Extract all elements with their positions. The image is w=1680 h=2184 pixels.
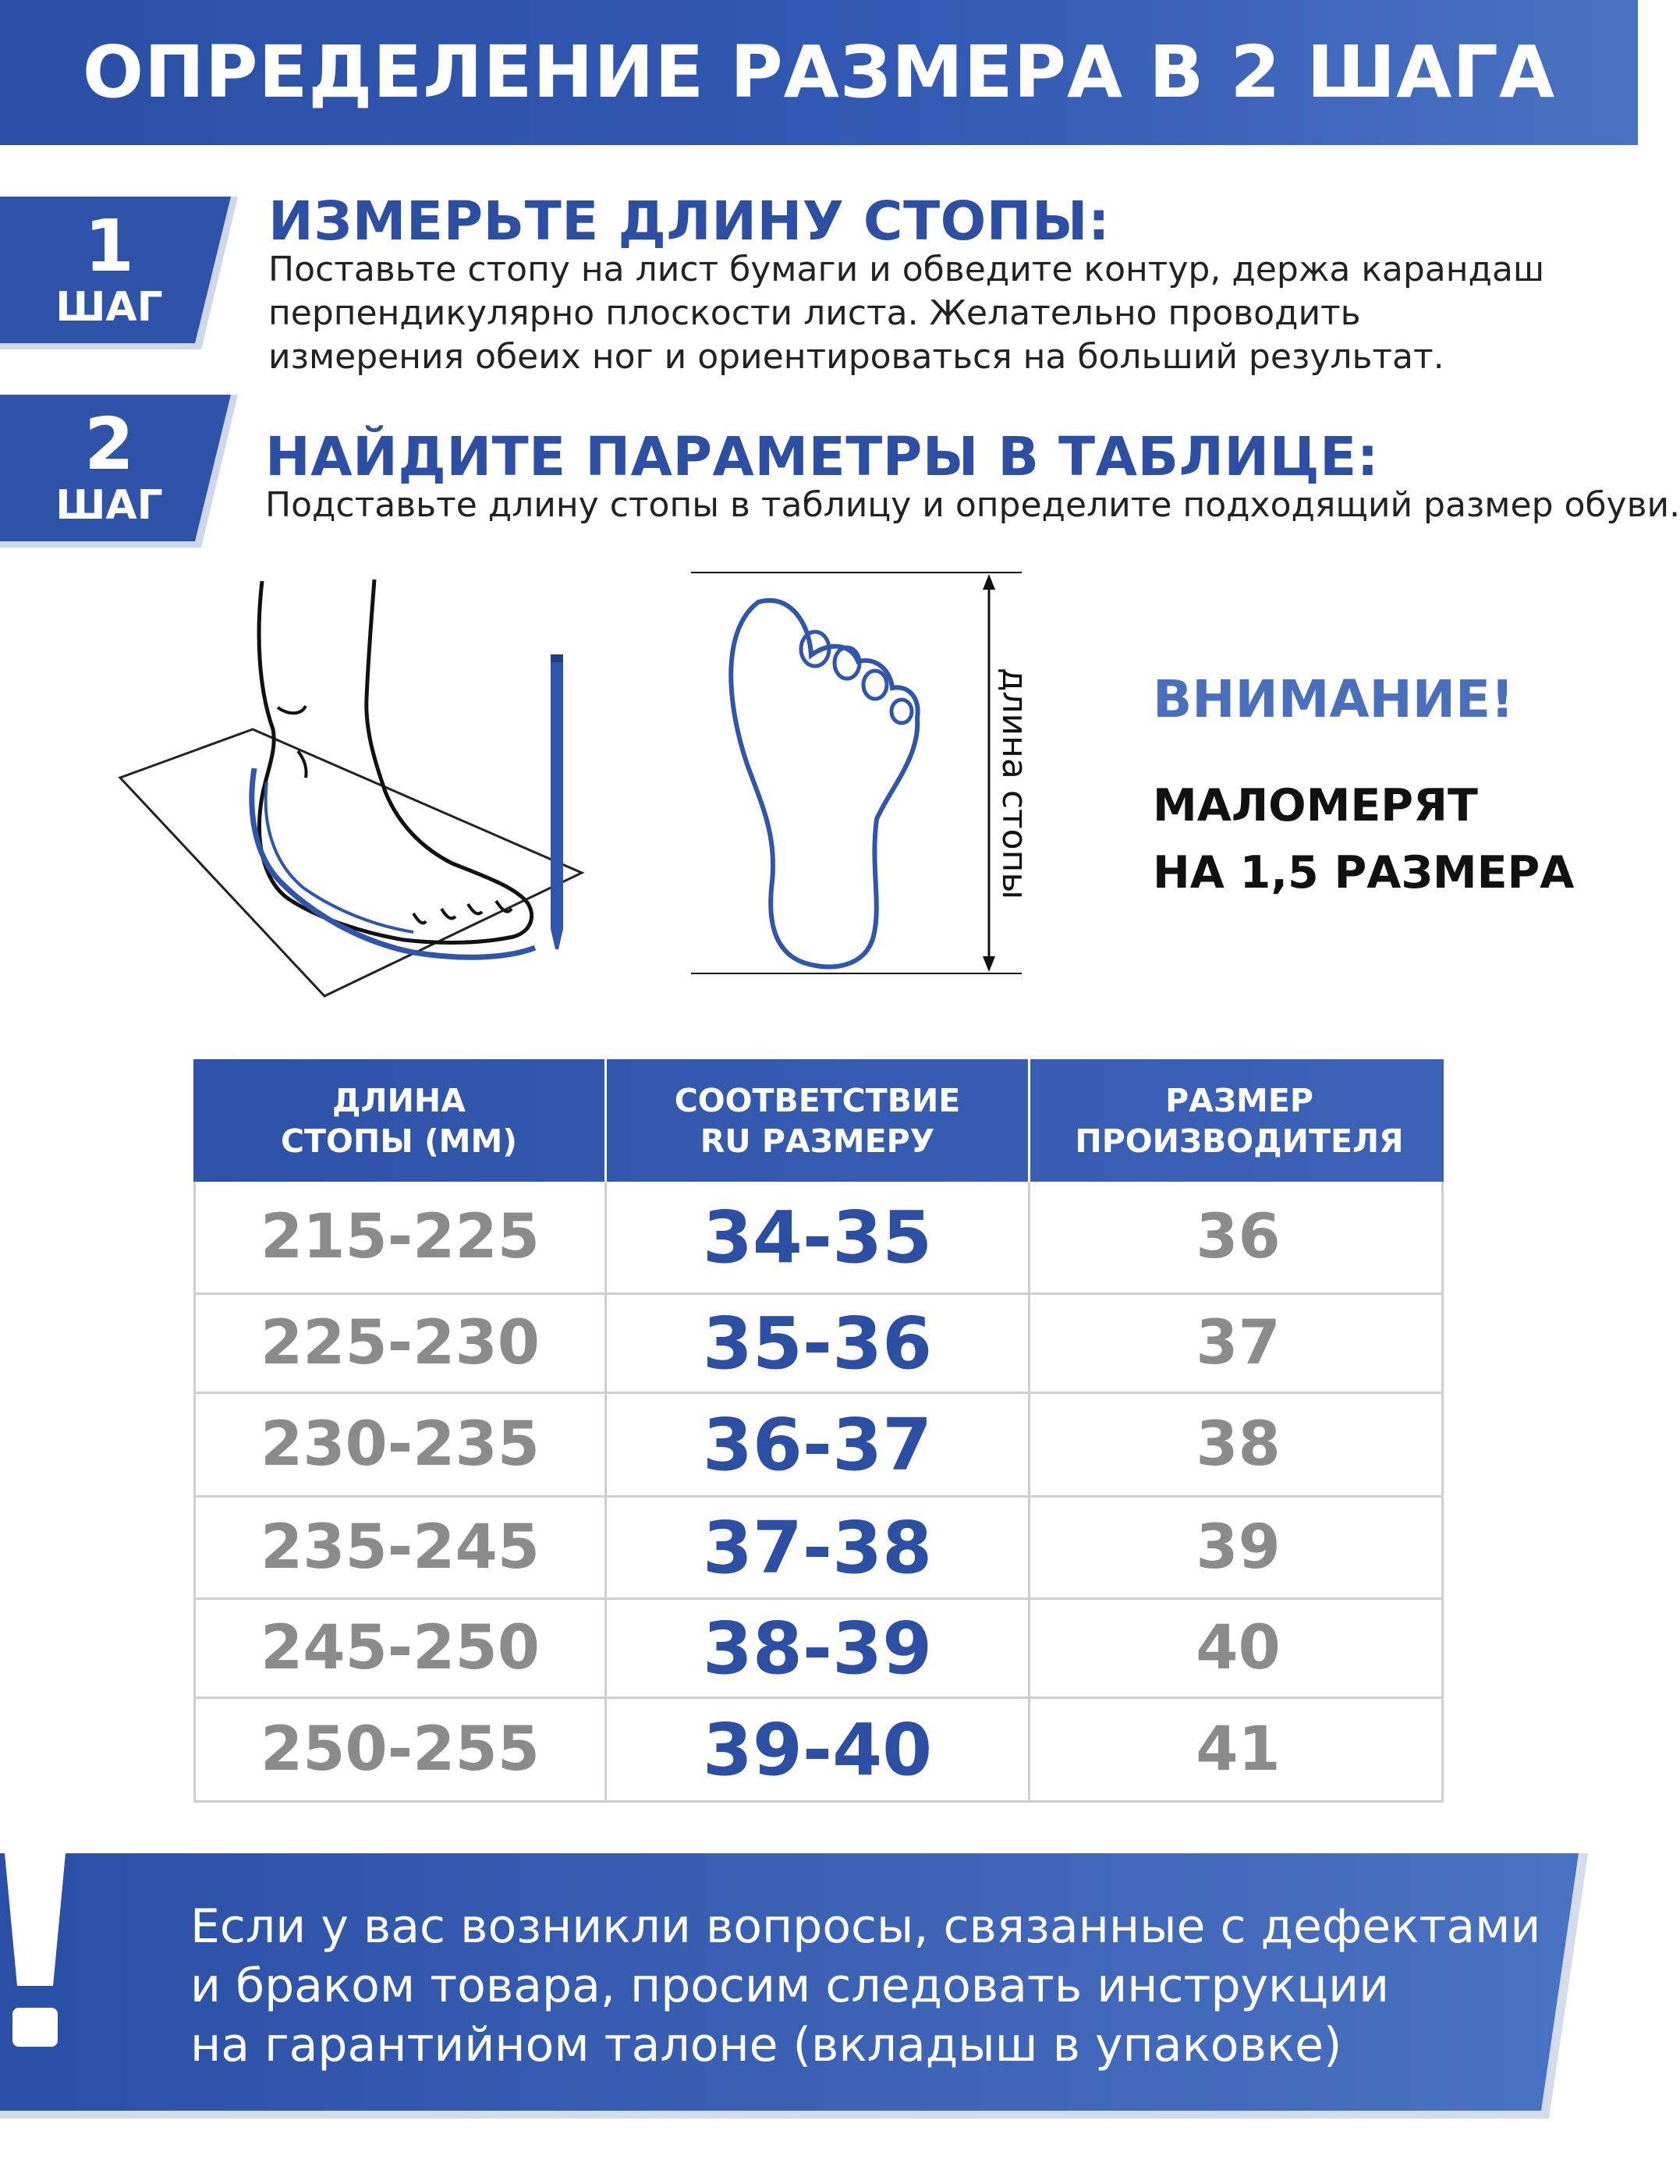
step-1-title: ИЗМЕРЬТЕ ДЛИНУ СТОПЫ:: [268, 190, 1111, 253]
table-row: [193, 1600, 1444, 1699]
foot-length-cell: 245-250: [196, 1600, 607, 1696]
maker-size-cell: 36: [1196, 1202, 1281, 1272]
foot-length-cell: 225-230: [196, 1295, 607, 1392]
maker-size-cell: 37: [1196, 1308, 1281, 1378]
step-1-number: 1: [83, 204, 134, 288]
table-row: [193, 1295, 1444, 1394]
ru-size-cell: 37-38: [607, 1498, 1030, 1597]
table-row: [193, 1699, 1444, 1803]
step-2-badge: [0, 395, 242, 548]
page-title: ОПРЕДЕЛЕНИЕ РАЗМЕРА В 2 ШАГА: [82, 30, 1556, 114]
step-2-text: Подставьте длину стопы в таблицу и определите подходящий размер обуви.: [265, 485, 1680, 525]
maker-size-cell: 40: [1196, 1613, 1281, 1683]
step-1-text: Поставьте стопу на лист бумаги и обведите контур, держа карандаш перпендикулярно плоскости листа. Желательно проводить измерения обеих ног и ориентироваться на больший результат.: [268, 250, 1545, 377]
foot-length-label: длина стопы: [994, 668, 1034, 900]
foot-length-cell: 230-235: [196, 1394, 607, 1495]
table-row: [193, 1182, 1444, 1295]
step-2-word: ШАГ: [55, 482, 163, 529]
table-row: [193, 1394, 1444, 1498]
table-header: [193, 1059, 1444, 1182]
maker-size-cell: 38: [1196, 1409, 1281, 1480]
ru-size-cell: 39-40: [607, 1699, 1030, 1800]
ru-size-cell: 35-36: [607, 1295, 1030, 1392]
header-ru-size: СООТВЕТСТВИЕ RU РАЗМЕРУ: [607, 1059, 1030, 1182]
foot-length-cell: 250-255: [196, 1699, 607, 1800]
page-header: [0, 0, 1638, 145]
header-foot-length: ДЛИНА СТОПЫ (ММ): [193, 1059, 607, 1182]
warning-text: МАЛОМЕРЯТ НА 1,5 РАЗМЕРА: [1153, 780, 1575, 899]
ru-size-cell: 38-39: [607, 1600, 1030, 1696]
warning-title: ВНИМАНИЕ!: [1153, 669, 1515, 729]
maker-size-cell: 39: [1196, 1512, 1281, 1583]
step-2-number: 2: [83, 402, 134, 486]
exclamation-icon: [0, 1853, 70, 2048]
ru-size-cell: 34-35: [607, 1182, 1030, 1292]
step-1-badge: [0, 197, 242, 349]
table-row: [193, 1498, 1444, 1600]
foot-length-cell: 235-245: [196, 1498, 607, 1597]
foot-length-cell: 215-225: [196, 1182, 607, 1292]
ru-size-cell: 36-37: [607, 1394, 1030, 1495]
size-table: [193, 1059, 1444, 1803]
header-maker-size: РАЗМЕР ПРОИЗВОДИТЕЛЯ: [1075, 1081, 1404, 1160]
foot-top-illustration: [686, 569, 1034, 991]
maker-size-cell: 41: [1196, 1714, 1281, 1785]
footer-text: Если у вас возникли вопросы, связанные с дефектами и браком товара, просим следовать инструкции на гарантийном талоне (вкладыш в упаковке): [190, 1899, 1541, 2072]
step-2-title: НАЙДИТЕ ПАРАМЕТРЫ В ТАБЛИЦЕ:: [265, 426, 1379, 488]
foot-side-illustration: [117, 573, 601, 1010]
step-1-word: ШАГ: [55, 284, 163, 331]
footer-banner: [0, 1853, 1638, 2118]
